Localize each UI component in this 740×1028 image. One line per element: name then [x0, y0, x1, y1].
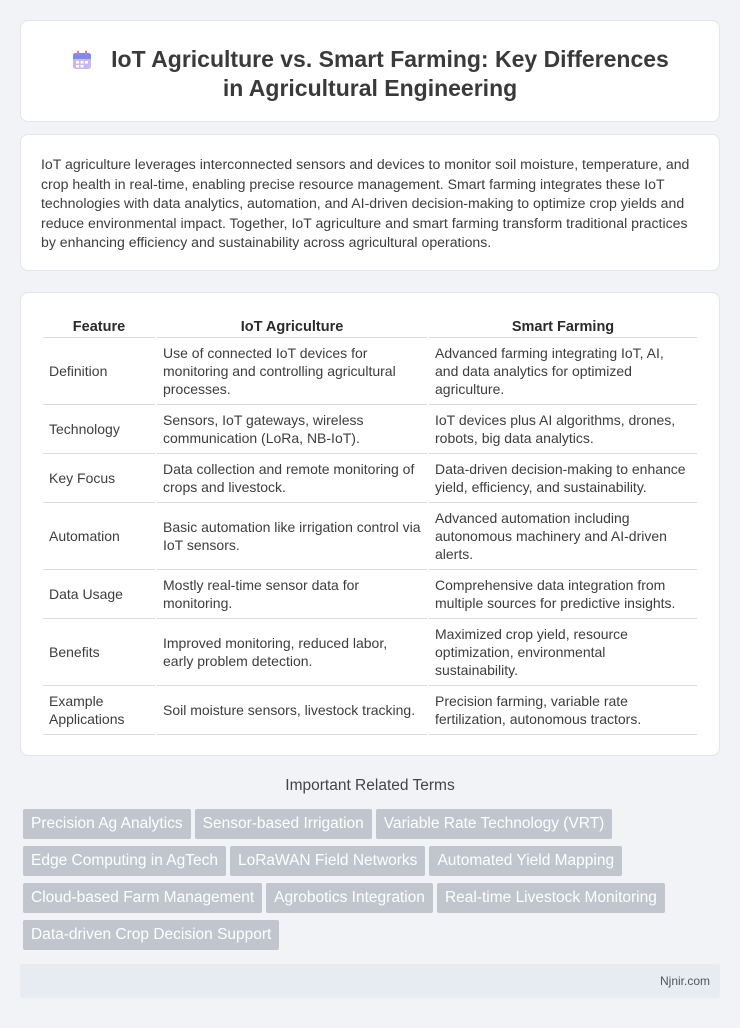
- table-row: [43, 503, 697, 570]
- related-term-tag[interactable]: Cloud-based Farm Management: [23, 883, 262, 913]
- table-row: [43, 454, 697, 503]
- iot-cell: Data collection and remote monitoring of crops and livestock.: [157, 454, 427, 503]
- related-term-tag[interactable]: Real-time Livestock Monitoring: [437, 883, 665, 913]
- feature-cell: Definition: [43, 338, 155, 405]
- table-row: [43, 338, 697, 405]
- feature-cell: Key Focus: [43, 454, 155, 503]
- related-term-tag[interactable]: Data-driven Crop Decision Support: [23, 920, 279, 950]
- intro-card: [20, 134, 720, 271]
- related-terms-list: [23, 809, 713, 957]
- feature-cell: Technology: [43, 405, 155, 454]
- related-terms-title: Important Related Terms: [285, 777, 455, 794]
- title-card: [20, 20, 720, 122]
- iot-cell: Soil moisture sensors, livestock tracking.: [157, 686, 427, 735]
- calendar-icon: [71, 49, 93, 71]
- table-row: [43, 686, 697, 735]
- iot-cell: Improved monitoring, reduced labor, early problem detection.: [157, 619, 427, 686]
- related-term-tag[interactable]: Precision Ag Analytics: [23, 809, 191, 839]
- table-row: [43, 619, 697, 686]
- feature-cell: Data Usage: [43, 570, 155, 619]
- page-title: IoT Agriculture vs. Smart Farming: Key Differences in Agricultural Engineering: [111, 46, 669, 101]
- feature-cell: Benefits: [43, 619, 155, 686]
- related-term-tag[interactable]: Automated Yield Mapping: [429, 846, 622, 876]
- page-header: [61, 45, 679, 103]
- comparison-card: [20, 292, 720, 756]
- iot-cell: Mostly real-time sensor data for monitoring.: [157, 570, 427, 619]
- related-term-tag[interactable]: Agrobotics Integration: [266, 883, 433, 913]
- iot-cell: Basic automation like irrigation control via IoT sensors.: [157, 503, 427, 570]
- comparison-table: [41, 313, 699, 735]
- header-smart-farming: Smart Farming: [429, 313, 697, 338]
- footer-site-link[interactable]: Njnir.com: [659, 974, 710, 988]
- smart-cell: Comprehensive data integration from multiple sources for predictive insights.: [429, 570, 697, 619]
- related-term-tag[interactable]: LoRaWAN Field Networks: [230, 846, 425, 876]
- related-term-tag[interactable]: Variable Rate Technology (VRT): [376, 809, 613, 839]
- smart-cell: Advanced farming integrating IoT, AI, and data analytics for optimized agriculture.: [429, 338, 697, 405]
- table-row: [43, 570, 697, 619]
- iot-cell: Sensors, IoT gateways, wireless communication (LoRa, NB-IoT).: [157, 405, 427, 454]
- smart-cell: Maximized crop yield, resource optimization, environmental sustainability.: [429, 619, 697, 686]
- iot-cell: Use of connected IoT devices for monitoring and controlling agricultural processes.: [157, 338, 427, 405]
- header-feature: Feature: [43, 313, 155, 338]
- feature-cell: Example Applications: [43, 686, 155, 735]
- footer: [20, 964, 720, 998]
- related-term-tag[interactable]: Edge Computing in AgTech: [23, 846, 226, 876]
- intro-paragraph: IoT agriculture leverages interconnected sensors and devices to monitor soil moisture, temperature, and crop health in real-time, enabling precise resource management. Smart farming integrates these IoT technologies with data analytics, automation, and AI-driven decision-making to optimize crop yields and reduce environmental impact. Together, IoT agriculture and smart farming transform traditional practices by enhancing efficiency and sustainability across agricultural operations.: [41, 156, 690, 250]
- smart-cell: Data-driven decision-making to enhance yield, efficiency, and sustainability.: [429, 454, 697, 503]
- smart-cell: Precision farming, variable rate fertilization, autonomous tractors.: [429, 686, 697, 735]
- related-term-tag[interactable]: Sensor-based Irrigation: [195, 809, 372, 839]
- feature-cell: Automation: [43, 503, 155, 570]
- table-row: [43, 405, 697, 454]
- smart-cell: Advanced automation including autonomous machinery and AI-driven alerts.: [429, 503, 697, 570]
- table-header-row: [43, 313, 697, 338]
- header-iot-agriculture: IoT Agriculture: [157, 313, 427, 338]
- smart-cell: IoT devices plus AI algorithms, drones, robots, big data analytics.: [429, 405, 697, 454]
